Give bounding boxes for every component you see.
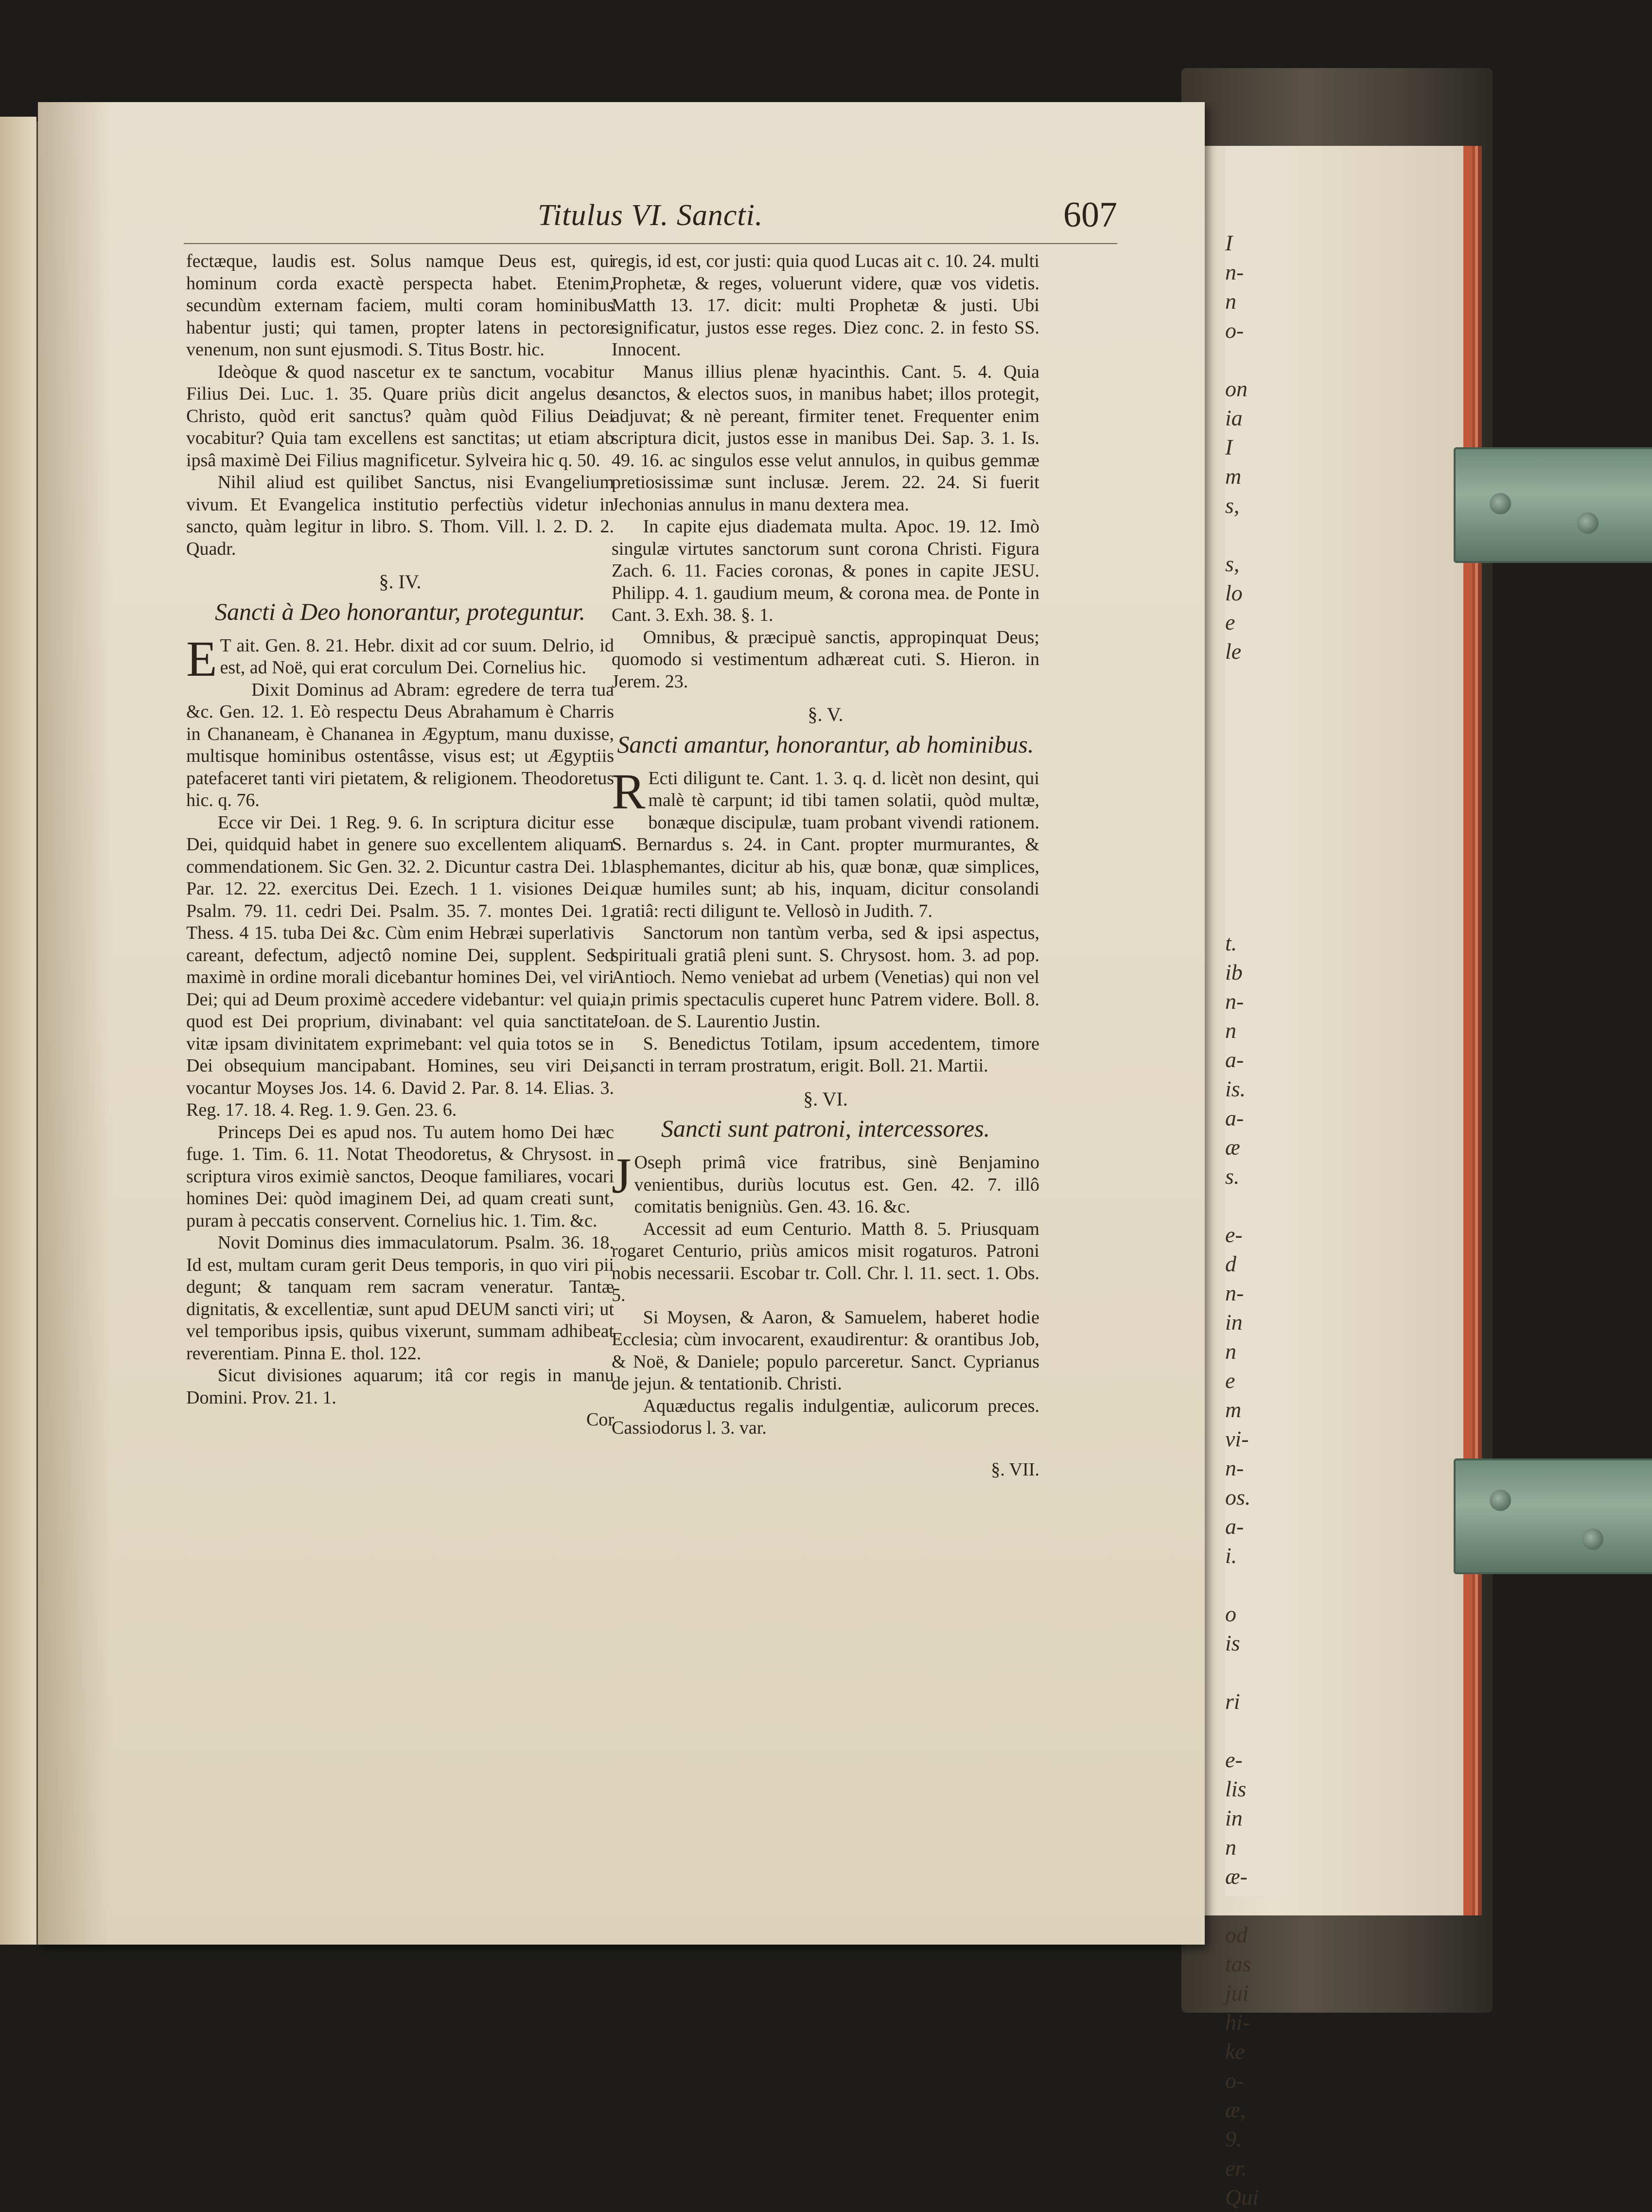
edge-glyph: on <box>1225 376 1248 401</box>
edge-glyph: I <box>1225 435 1233 459</box>
paragraph: fectæque, laudis est. Solus namque Deus est, qui hominum corda exactè perspecta habet. Etenim, secundùm externam faciem, multi coram hominibus habentur justi; qui tamen, propter latens in pectore venenum, non sunt ejusmodi. S. Titus Bostr. hic. <box>186 251 614 360</box>
running-head <box>184 194 1117 248</box>
edge-glyph: n <box>1225 1835 1236 1860</box>
edge-glyph: vi- <box>1225 1426 1249 1451</box>
dropcap-text: Ecti diligunt te. Cant. 1. 3. q. d. licèt non desint, qui malè tè carpunt; id tibi tamen solatii, quòd multæ, bonæque discipulæ, tuam probant vivendi rationem. S. Bernardus s. 24. in Cant. propter murmurantes, & blasphemantes, dicitur ab his, quæ bonæ, quæ simplices, quæ humiles sunt; ab his, inquam, dicitur consolandi gratiâ: recti diligunt te. Vellosò in Judith. 7. <box>612 768 1039 921</box>
edge-glyph: e <box>1225 1368 1235 1393</box>
edge-glyph: a- <box>1225 1047 1244 1072</box>
edge-glyph: tas <box>1225 1951 1251 1976</box>
edge-glyph: e- <box>1225 1747 1243 1772</box>
edge-glyph: a- <box>1225 1106 1244 1130</box>
paragraph: Novit Dominus dies immaculatorum. Psalm. 36. 18. Id est, multam curam gerit Deus temporis, in quo viri pii degunt; & tanquam rem sacram veneratur. Tantæ dignitatis, & excellentiæ, sunt apud DEUM sancti viri; ut vel temporibus ipsis, quibus vixerunt, summam adhibeat reverentiam. Pinna E. thol. 122. <box>186 1232 614 1364</box>
edge-glyph: i. <box>1225 1543 1237 1568</box>
head-rule <box>184 243 1117 244</box>
edge-glyph: s, <box>1225 551 1240 576</box>
edge-glyph: o- <box>1225 2068 1244 2093</box>
paragraph: Princeps Dei es apud nos. Tu autem homo Dei hæc fuge. 1. Tim. 6. 11. Notat Theodoretus, & Chrysost. in scriptura viros eximiè sanctos, Deoque familiares, vocari homines Dei: quòd imaginem Dei, ad quam creati sunt, puram à peccatis conservent. Cornelius hic. 1. Tim. &c. <box>186 1122 614 1231</box>
previous-page-edge <box>0 117 36 1945</box>
edge-glyph <box>1225 345 1264 374</box>
edge-glyph: in <box>1225 1806 1243 1830</box>
paragraph: Accessit ad eum Centurio. Matth 8. 5. Priusquam rogaret Centurio, priùs amicos misit rogaturos. Patroni nobis necessarii. Escobar tr. Coll. Chr. l. 11. sect. 1. Obs. 5. <box>612 1218 1039 1305</box>
edge-glyph: n- <box>1225 1456 1244 1480</box>
edge-glyph <box>1225 870 1264 899</box>
edge-glyph: t. <box>1225 930 1237 955</box>
page-607 <box>38 102 1205 1945</box>
edge-glyph: hi- <box>1225 2010 1250 2035</box>
section-number: §. V. <box>808 703 844 725</box>
edge-glyph: æ- <box>1225 1864 1248 1889</box>
edge-glyph: lo <box>1225 580 1243 605</box>
edge-glyph: 9. <box>1225 2126 1242 2151</box>
section-title: Sancti amantur, honorantur, ab hominibus. <box>617 730 1034 758</box>
paragraph: Aquæductus regalis indulgentiæ, aulicorum preces. Cassiodorus l. 3. var. <box>612 1395 1039 1438</box>
edge-glyph: s. <box>1225 1164 1240 1189</box>
paragraph: Nihil aliud est quilibet Sanctus, nisi Evangelium vivum. Et Evangelica institutio perfectiùs videtur in sancto, quàm legitur in libro. S. Thom. Vill. l. 2. D. 2. Quadr. <box>186 472 614 559</box>
edge-glyph: n <box>1225 1339 1236 1364</box>
clasp-top <box>1454 447 1652 563</box>
edge-glyph: e- <box>1225 1222 1243 1247</box>
section-title: Sancti sunt patroni, intercessores. <box>661 1115 990 1142</box>
paragraph: Si Moysen, & Aaron, & Samuelem, haberet hodie Ecclesia; cùm invocarent, exaudirentur: & orantibus Job, & Noë, & Daniele; populo parceretur. Sanct. Cyprianus de jejun. & tentationib. Christi. <box>612 1307 1039 1394</box>
dropcap: R <box>612 763 646 820</box>
edge-glyph: lis <box>1225 1776 1247 1801</box>
edge-glyph: ke <box>1225 2039 1245 2064</box>
edge-glyph: er. <box>1225 2156 1247 2180</box>
edge-glyph: od <box>1225 1922 1248 1947</box>
edge-glyph <box>1225 724 1264 754</box>
dropcap-text: Oseph primâ vice fratribus, sinè Benjamino venientibus, duriùs locutus est. Gen. 42. 7. illô comitatis benigniùs. Gen. 43. 16. &c. <box>634 1152 1039 1217</box>
section-title: Sancti à Deo honorantur, proteguntur. <box>214 597 586 625</box>
running-head-title: Titulus VI. Sancti. <box>538 199 763 232</box>
edge-glyph: os. <box>1225 1485 1251 1510</box>
edge-glyph: m <box>1225 464 1242 489</box>
rivet-icon <box>1577 512 1599 534</box>
paragraph: Ideòque & quod nascetur ex te sanctum, vocabitur Filius Dei. Luc. 1. 35. Quare priùs dicit angelus de Christo, quòd erit sanctus? quàm quòd Filius Dei vocabitur? Quia tam excellens est sanctitas; ut etiam ab ipsâ maximè Dei Filius magnificetur. Sylveira hic q. 50. <box>186 361 614 471</box>
paragraph: Manus illius plenæ hyacinthis. Cant. 5. 4. Quia sanctos, & electos suos, in manibus habet; illos protegit, adjuvat; & nè pereant, firmiter tenet. Frequenter enim scriptura dicit, justos esse in manibus Dei. Sap. 3. 1. Is. 49. 16. ac singulos esse velut annulos, in quibus gemmæ pretiosissimæ sunt inclusæ. Jerem. 22. 24. Si fuerit Jechonias annulus in manu dextera mea. <box>612 361 1039 515</box>
section-number: §. VI. <box>803 1088 848 1110</box>
gutter-shadow <box>38 102 111 1945</box>
dropcap-paragraph <box>612 1148 1039 1218</box>
edge-glyph <box>1225 754 1264 783</box>
edge-glyph <box>1225 812 1264 841</box>
paragraph: Omnibus, & præcipuè sanctis, appropinquat Deus; quomodo si vestimentum adhæreat cuti. S. Hieron. in Jerem. 23. <box>612 627 1039 692</box>
dropcap: E <box>186 631 217 687</box>
edge-glyph: o- <box>1225 318 1244 343</box>
edge-glyph: e <box>1225 610 1235 634</box>
clasp-bottom <box>1454 1458 1652 1574</box>
edge-glyph <box>1225 1658 1264 1687</box>
edge-glyph <box>1225 1716 1264 1745</box>
edge-glyph <box>1225 1191 1264 1220</box>
dropcap: J <box>612 1148 632 1204</box>
edge-glyph: I <box>1225 230 1233 255</box>
section-number: §. IV. <box>379 571 422 593</box>
edge-glyph: n <box>1225 289 1236 314</box>
edge-glyph: n <box>1225 1018 1236 1043</box>
paragraph: S. Benedictus Totilam, ipsum accedentem, timore sancti in terram prostratum, erigit. Boll. 21. Martii. <box>612 1033 1039 1076</box>
edge-glyph: æ <box>1225 1135 1240 1159</box>
edge-glyph: ri <box>1225 1689 1240 1714</box>
edge-glyph: a- <box>1225 1514 1244 1539</box>
right-column <box>612 250 1039 1481</box>
edge-glyph: m <box>1225 1397 1242 1422</box>
edge-glyph: ia <box>1225 405 1243 430</box>
edge-glyph <box>1225 695 1264 724</box>
rivet-icon <box>1490 493 1511 514</box>
edge-glyph: n- <box>1225 1281 1244 1305</box>
edge-glyph: le <box>1225 639 1242 664</box>
edge-glyph: Qui <box>1225 2185 1259 2210</box>
underlying-page-text <box>1225 228 1264 2210</box>
dropcap-text: T ait. Gen. 8. 21. Hebr. dixit ad cor suum. Delrio, id est, ad Noë, qui erat corculum Dei. Cornelius hic. <box>220 635 614 678</box>
edge-glyph: ib <box>1225 960 1243 984</box>
paragraph: regis, id est, cor justi: quia quod Lucas ait c. 10. 24. multi Prophetæ, & reges, voluerunt videre, quæ vos videtis. Matth 13. 17. dicit: multi Prophetæ & justi. Ubi significatur, justos esse reges. Diez conc. 2. in festo SS. Innocent. <box>612 251 1039 360</box>
edge-glyph: is. <box>1225 1076 1246 1101</box>
catchword-row <box>186 1409 614 1431</box>
edge-glyph: n- <box>1225 260 1244 284</box>
rivet-icon <box>1490 1490 1511 1511</box>
left-column <box>186 250 614 1431</box>
edge-glyph <box>1225 1570 1264 1599</box>
edge-glyph <box>1225 783 1264 812</box>
edge-glyph: d <box>1225 1251 1236 1276</box>
edge-glyph <box>1225 666 1264 695</box>
dropcap-paragraph <box>612 763 1039 923</box>
page-number: 607 <box>1063 195 1117 235</box>
edge-glyph: o <box>1225 1601 1236 1626</box>
edge-glyph <box>1225 520 1264 549</box>
catchword: §. VII. <box>991 1459 1039 1480</box>
rivet-icon <box>1582 1528 1603 1550</box>
edge-glyph <box>1225 899 1264 929</box>
paragraph: Ecce vir Dei. 1 Reg. 9. 6. In scriptura dicitur esse Dei, quidquid habet in genere suo excellentem aliquam commendationem. Sic Gen. 32. 2. Dicuntur castra Dei. 1. Par. 12. 22. exercitus Dei. Ezech. 1 1. visiones Dei. Psalm. 79. 11. cedri Dei. Psalm. 35. 7. montes Dei. 1. Thess. 4 15. tuba Dei &c. Cùm enim Hebræi superlativis careant, defectum, adjectô nomine Dei, supplent. Sed maximè in ordine morali dicebantur homines Dei, vel viri Dei; qui ad Deum proximè accedere videbantur: vel quia, quod est Dei proprium, divinabant: vel quia sanctitate vitæ ipsam divinitatem exprimebant: vel quia totos se in Dei obsequium mancipabant. Homines, seu viri Dei, vocantur Moyses Jos. 14. 6. David 2. Par. 8. 14. Elias. 3. Reg. 17. 18. 4. Reg. 1. 9. Gen. 23. 6. <box>186 812 614 1120</box>
catchword: Cor <box>586 1409 614 1430</box>
paragraph: Sanctorum non tantùm verba, sed & ipsi aspectus, spirituali gratiâ pleni sunt. S. Chrysost. hom. 3. ad pop. Antioch. Nemo veniebat ad urbem (Venetias) qui non vel in primis spectaculis cuperet hunc Patrem videre. Boll. 8. Joan. de S. Laurentio Justin. <box>612 923 1039 1032</box>
edge-glyph <box>1225 1891 1264 1920</box>
edge-glyph: n- <box>1225 989 1244 1014</box>
edge-glyph: s, <box>1225 493 1240 518</box>
edge-glyph: æ, <box>1225 2097 1246 2122</box>
edge-glyph: in <box>1225 1310 1243 1334</box>
edge-glyph <box>1225 841 1264 870</box>
paragraph: Sicut divisiones aquarum; itâ cor regis in manu Domini. Prov. 21. 1. <box>186 1365 614 1408</box>
dropcap-paragraph <box>186 631 614 687</box>
paragraph: Dixit Dominus ad Abram: egredere de terra tua &c. Gen. 12. 1. Eò respectu Deus Abrahamum è Charris in Chananeam, è Chananea in Ægyptum, manu duxisse, multisque hominibus ostentâsse, visus est; ut Ægyptiis patefaceret tanti viri pietatem, & religionem. Theodoretus hic. q. 76. <box>186 679 614 810</box>
catchword-row <box>612 1459 1039 1481</box>
edge-glyph: is <box>1225 1631 1240 1655</box>
paragraph: In capite ejus diademata multa. Apoc. 19. 12. Imò singulæ virtutes sanctorum sunt corona Christi. Figura Zach. 6. 11. Facies coronas, & pones in capite JESU. Philipp. 4. 1. gaudium meum, & corona mea. de Ponte in Cant. 3. Exh. 38. §. 1. <box>612 516 1039 625</box>
edge-glyph: jui <box>1225 1981 1249 2005</box>
